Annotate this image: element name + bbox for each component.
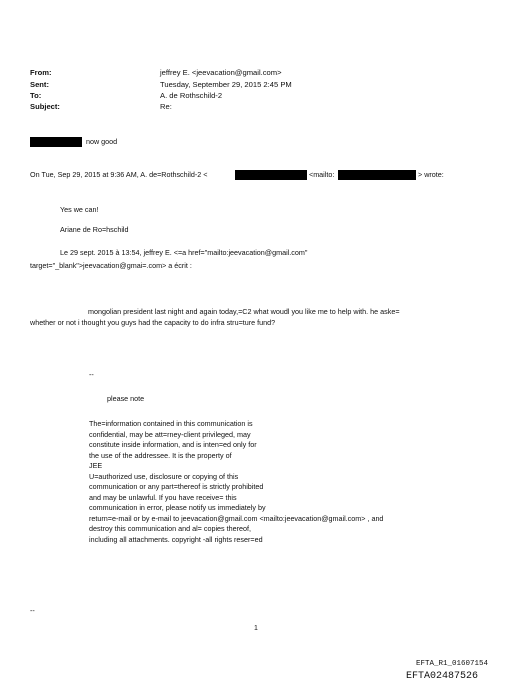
subject-value: Re:: [160, 102, 172, 111]
wrote-prefix: On Tue, Sep 29, 2015 at 9:36 AM, A. de=Rothschild-2 <: [30, 170, 208, 179]
notice-line: The=information contained in this communication is: [89, 419, 253, 428]
notice-line: confidential, may be att=rney-client privileged, may: [89, 429, 251, 439]
notice-line: including all attachments. copyright -all rights reser=ed: [89, 534, 263, 544]
footer-id-1: EFTA_R1_01607154: [416, 660, 489, 668]
notice-line: constitute inside information, and is inten=ed only for: [89, 440, 257, 449]
signature-text: Ariane de Ro=hschild: [60, 225, 129, 234]
separator-dashes: --: [30, 606, 35, 615]
now-good-text: now good: [86, 137, 118, 146]
sent-value: Tuesday, September 29, 2015 2:45 PM: [160, 80, 292, 89]
page-number: 1: [254, 625, 258, 632]
separator-dashes: --: [89, 370, 94, 379]
redaction-bar: [235, 170, 307, 180]
yes-we-can-text: Yes we can!: [60, 205, 99, 214]
from-value: jeffrey E. <jeevacation@gmail.com>: [160, 68, 282, 77]
sent-label: Sent:: [30, 80, 49, 89]
to-label: To:: [30, 91, 42, 100]
message-line-2: whether or not i thought you guys had the capacity to do infra stru=ture fund?: [30, 318, 276, 327]
notice-line: the use of the addressee. It is the property of: [89, 450, 232, 460]
notice-line: destroy this communication and al= copies thereof,: [89, 524, 252, 533]
quote-header-line-1: Le 29 sept. 2015 à 13:54, jeffrey E. <=a href="mailto:jeevacation@gmail.com": [60, 248, 308, 257]
please-note-text: please note: [107, 394, 145, 403]
wrote-mailto: <mailto:: [309, 170, 335, 179]
notice-line: communication in error, please notify us immediately by: [89, 503, 266, 512]
footer-id-2: EFTA02487526: [406, 671, 479, 682]
confidentiality-notice: [89, 419, 449, 545]
to-value: A. de Rothschild-2: [160, 91, 223, 100]
from-label: From:: [30, 68, 52, 77]
redaction-bar: [338, 170, 416, 180]
redaction-bar: [30, 137, 82, 147]
quote-header-line-2: target="_blank">jeevacation@gmai=.com> a écrit :: [30, 261, 192, 270]
subject-label: Subject:: [30, 102, 60, 111]
wrote-suffix: > wrote:: [418, 170, 444, 179]
message-line-1: mongolian president last night and again today,=C2 what woudl you like me to help with. he aske=: [88, 307, 400, 316]
notice-line: return=e-mail or by e-mail to jeevacation@gmail.com <mailto:jeevacation@gmail.com> , and: [89, 513, 384, 523]
notice-line: JEE: [89, 461, 103, 470]
notice-line: and may be unlawful. If you have receive= this: [89, 492, 237, 502]
notice-line: U=authorized use, disclosure or copying of this: [89, 471, 239, 481]
notice-line: communication or any part=thereof is strictly prohibited: [89, 482, 264, 491]
